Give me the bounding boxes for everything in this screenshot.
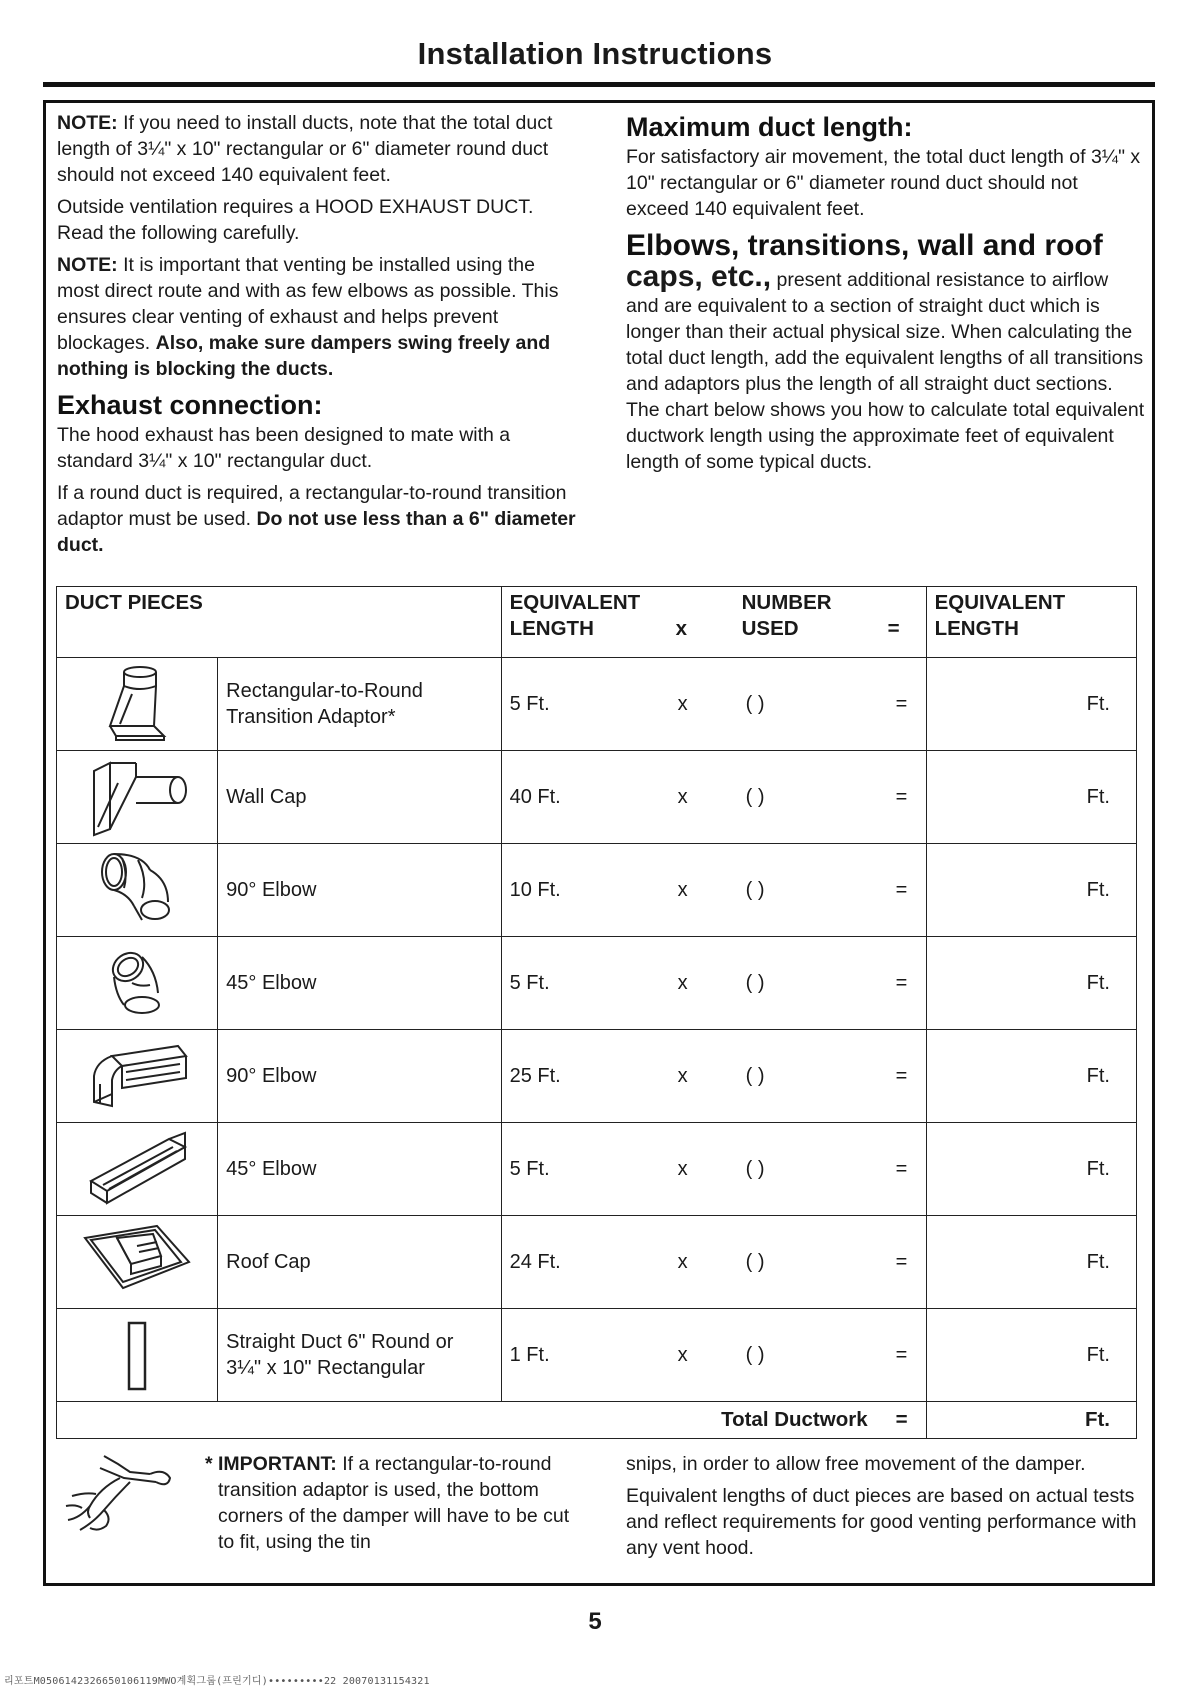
- rect-45-elbow-icon: [77, 1129, 197, 1209]
- duct-pieces-table: [56, 586, 1137, 1439]
- icon-cell: [57, 1030, 218, 1123]
- multiply-sign: x: [677, 971, 688, 994]
- equals-sign: =: [895, 692, 908, 715]
- table-row: [57, 844, 1137, 937]
- total-ductwork-label: Total Ductwork: [721, 1408, 868, 1431]
- max-duct-length-heading: Maximum duct length:: [626, 112, 913, 142]
- number-used-blank: ( ): [745, 1250, 765, 1273]
- number-used-blank: ( ): [745, 1157, 765, 1180]
- header-eq: =: [887, 617, 900, 640]
- equals-sign: =: [895, 785, 908, 808]
- header-equiv-number-inner: [510, 590, 918, 642]
- calc-cell: [501, 1030, 926, 1123]
- right-column: [626, 110, 1146, 481]
- duct-name: 90° Elbow: [218, 844, 501, 937]
- duct-name: Straight Duct 6" Round or 3¼" x 10" Rectangular: [218, 1309, 501, 1402]
- note-label: NOTE:: [57, 254, 118, 276]
- multiply-sign: x: [677, 878, 688, 901]
- equiv-length: 5 Ft.: [509, 1157, 550, 1180]
- icon-cell: [57, 844, 218, 937]
- note-text: If you need to install ducts, note that the total duct length of 3¼" x 10" rectangular or 6" diameter round duct should not exceed 140 equivalent feet.: [57, 112, 553, 186]
- title-rule: [43, 82, 1155, 87]
- duct-name: Roof Cap: [218, 1216, 501, 1309]
- elbows-heading-continued: caps, etc.,: [626, 260, 772, 293]
- header-text: USED: [741, 617, 799, 640]
- note-duct-length: [57, 110, 577, 188]
- important-note: [205, 1451, 575, 1555]
- important-body: [205, 1451, 575, 1555]
- equiv-length: 1 Ft.: [509, 1343, 550, 1366]
- page-title: Installation Instructions: [417, 36, 773, 71]
- equals-sign: =: [895, 1064, 908, 1087]
- row-total: Ft.: [926, 751, 1136, 844]
- icon-cell: [57, 1309, 218, 1402]
- header-equiv-length: [510, 590, 670, 642]
- equivalent-lengths-text: Equivalent lengths of duct pieces are based on actual tests and reflect requirements for good venting performance with any vent hood.: [626, 1485, 1137, 1559]
- multiply-sign: x: [677, 692, 688, 715]
- multiply-sign: x: [677, 1250, 688, 1273]
- max-duct-length-text: For satisfactory air movement, the total duct length of 3¼" x 10" rectangular or 6" diameter round duct should not exceed 140 equivalent feet.: [626, 146, 1141, 220]
- footer-code: 리포트M0506142326650106119MWO계획그룹(프린기디)•••••••••22 20070131154321: [4, 1676, 430, 1687]
- header-text: EQUIVALENT: [934, 591, 1066, 614]
- round-90-elbow-icon: [92, 850, 182, 930]
- table-row: [57, 937, 1137, 1030]
- number-used-blank: ( ): [745, 692, 765, 715]
- tin-snips-icon: [60, 1448, 180, 1543]
- calc-cell: [501, 1309, 926, 1402]
- calc-cell: [501, 937, 926, 1030]
- number-used-blank: ( ): [745, 785, 765, 808]
- header-text: LENGTH: [509, 617, 594, 640]
- multiply-sign: x: [677, 785, 688, 808]
- table-row: [57, 751, 1137, 844]
- table-row: [57, 1309, 1137, 1402]
- note-label: NOTE:: [57, 112, 118, 134]
- icon-cell: [57, 751, 218, 844]
- header-number-used: [742, 590, 882, 642]
- calc-cell: [501, 844, 926, 937]
- table-row: [57, 658, 1137, 751]
- duct-name: 45° Elbow: [218, 1123, 501, 1216]
- note-text: It is important that venting be installed using the most direct route and with as few elbows as possible. This ensures clear venting of exhaust and helps prevent blockages.: [57, 254, 559, 354]
- equals-sign: =: [895, 1250, 908, 1273]
- duct-name: Wall Cap: [218, 751, 501, 844]
- row-total: Ft.: [926, 1030, 1136, 1123]
- footnote-star: *: [205, 1453, 213, 1475]
- number-used-blank: ( ): [745, 971, 765, 994]
- important-label: IMPORTANT:: [218, 1453, 337, 1475]
- important-text: If a rectangular-to-round transition adaptor is used, the bottom corners of the damper will have to be cut to fit, using the tin: [218, 1453, 570, 1553]
- roof-cap-icon: [77, 1222, 197, 1302]
- equals-sign: =: [895, 971, 908, 994]
- header-duct-pieces: DUCT PIECES: [57, 587, 502, 658]
- duct-name: 90° Elbow: [218, 1030, 501, 1123]
- equiv-length: 40 Ft.: [509, 785, 561, 808]
- wall-cap-icon: [74, 757, 200, 837]
- table-row: [57, 1216, 1137, 1309]
- row-total: Ft.: [926, 844, 1136, 937]
- equiv-length: 25 Ft.: [509, 1064, 561, 1087]
- calc-cell: [501, 1216, 926, 1309]
- icon-cell: [57, 937, 218, 1030]
- transition-adaptor-icon: [102, 664, 172, 744]
- duct-name: 45° Elbow: [218, 937, 501, 1030]
- exhaust-connection-heading: Exhaust connection:: [57, 390, 323, 420]
- equiv-length: 24 Ft.: [509, 1250, 561, 1273]
- duct-name: Rectangular-to-Round Transition Adaptor*: [218, 658, 501, 751]
- equiv-length: 5 Ft.: [509, 692, 550, 715]
- table-row: [57, 1123, 1137, 1216]
- table-row: [57, 1030, 1137, 1123]
- number-used-blank: ( ): [745, 878, 765, 901]
- equals-sign: =: [895, 1157, 908, 1180]
- header-total-length: [926, 587, 1136, 658]
- row-total: Ft.: [926, 1216, 1136, 1309]
- row-total: Ft.: [926, 1123, 1136, 1216]
- icon-cell: [57, 1216, 218, 1309]
- header-text: NUMBER: [741, 591, 832, 614]
- row-total: Ft.: [926, 937, 1136, 1030]
- total-value: Ft.: [926, 1402, 1136, 1439]
- row-total: Ft.: [926, 658, 1136, 751]
- calc-cell: [501, 1123, 926, 1216]
- equiv-length: 5 Ft.: [509, 971, 550, 994]
- outside-ventilation-text: Outside ventilation requires a HOOD EXHAUST DUCT. Read the following carefully.: [57, 196, 534, 244]
- number-used-blank: ( ): [745, 1064, 765, 1087]
- table-header-row: [57, 587, 1137, 658]
- rect-90-elbow-icon: [82, 1036, 192, 1116]
- number-used-blank: ( ): [745, 1343, 765, 1366]
- equals-sign: =: [895, 1343, 908, 1366]
- equals-sign: =: [895, 878, 908, 901]
- total-label-cell: [57, 1402, 927, 1439]
- page-number: 5: [588, 1608, 602, 1635]
- header-equiv-number: [501, 587, 926, 658]
- elbows-body: present additional resistance to airflow and are equivalent to a section of straight duct which is longer than their actual physical size. When calculating the total duct length, add the equivalent lengths of all transitions and adaptors plus the length of all straight duct sections. The chart below shows you how to calculate total equivalent ductwork length using the approximate feet of equivalent length of some typical ducts.: [626, 269, 1145, 473]
- calc-cell: [501, 658, 926, 751]
- left-column: [57, 110, 577, 564]
- round-duct-text: [57, 480, 577, 558]
- header-text: LENGTH: [934, 617, 1019, 640]
- right-bottom-notes: [626, 1451, 1146, 1567]
- total-row: [57, 1402, 1137, 1439]
- icon-cell: [57, 658, 218, 751]
- exhaust-text: The hood exhaust has been designed to mate with a standard 3¼" x 10" rectangular duct.: [57, 424, 511, 472]
- total-equals-sign: =: [895, 1408, 908, 1431]
- equiv-length: 10 Ft.: [509, 878, 561, 901]
- header-text: EQUIVALENT: [509, 591, 641, 614]
- round-duct-bold: Do not use less than a 6" diameter duct.: [57, 508, 576, 556]
- round-45-elbow-icon: [102, 943, 172, 1023]
- note-bold-text: Also, make sure dampers swing freely and nothing is blocking the ducts.: [57, 332, 551, 380]
- multiply-sign: x: [677, 1343, 688, 1366]
- elbows-heading: Elbows, transitions, wall and roof: [626, 229, 1103, 262]
- round-duct-plain: If a round duct is required, a rectangular-to-round transition adaptor must be used.: [57, 482, 567, 530]
- snips-text: snips, in order to allow free movement of the damper.: [626, 1453, 1086, 1475]
- row-total: Ft.: [926, 1309, 1136, 1402]
- multiply-sign: x: [677, 1064, 688, 1087]
- multiply-sign: x: [677, 1157, 688, 1180]
- straight-duct-icon: [117, 1315, 157, 1395]
- icon-cell: [57, 1123, 218, 1216]
- note-venting: [57, 252, 577, 382]
- elbows-text: [626, 260, 1146, 475]
- calc-cell: [501, 751, 926, 844]
- header-x: x: [675, 617, 688, 640]
